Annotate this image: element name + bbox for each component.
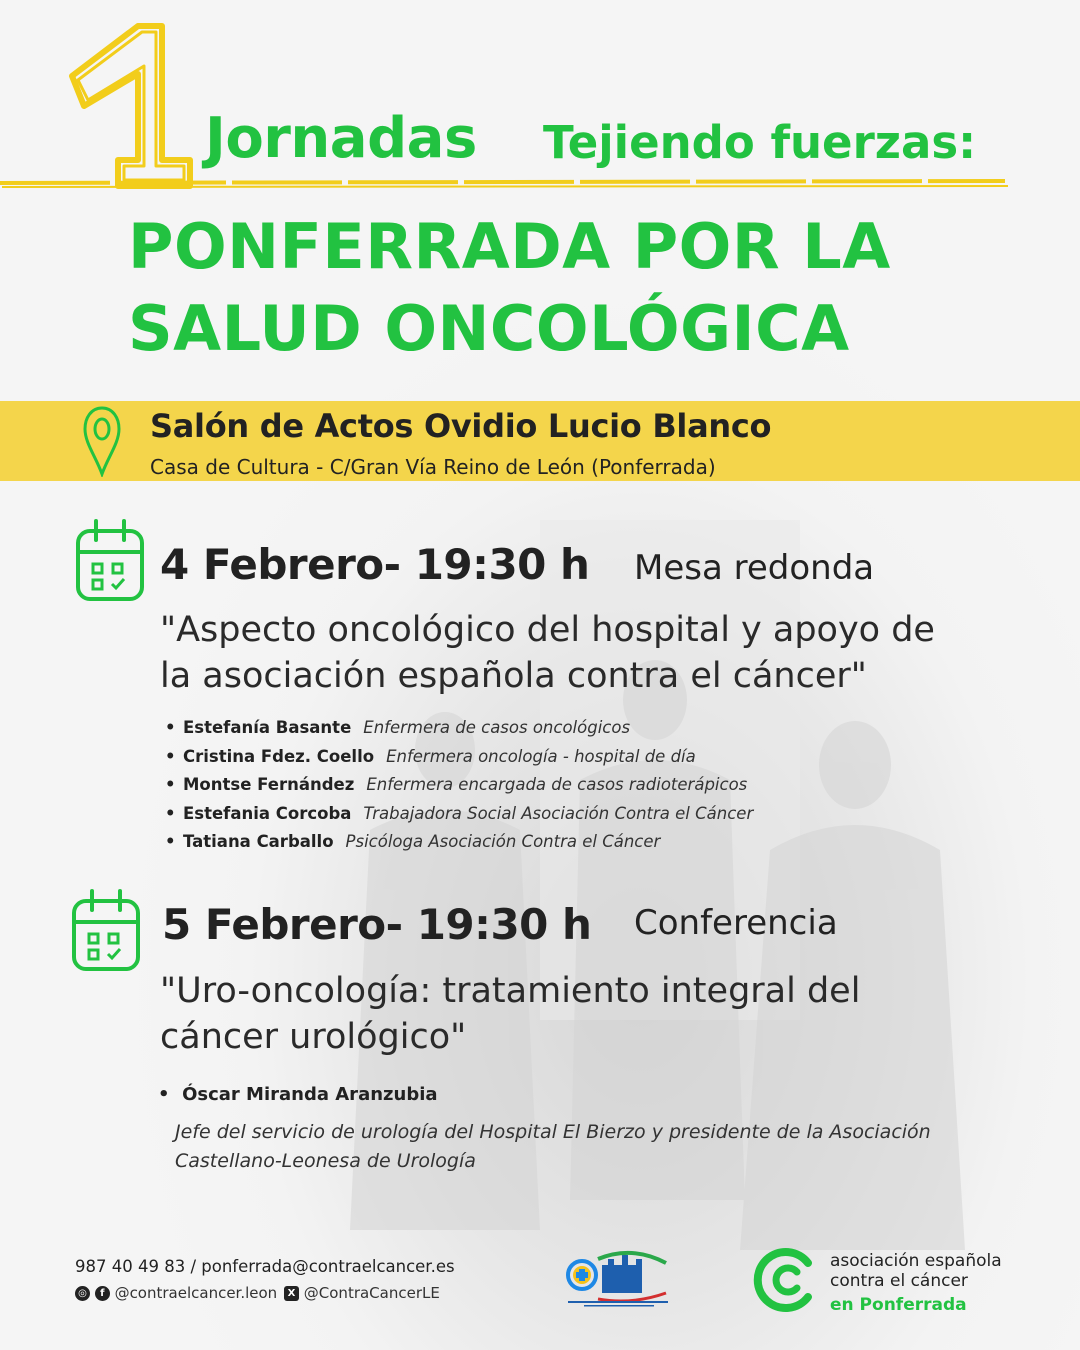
speaker-name: Óscar Miranda Aranzubia [182, 1084, 438, 1105]
contact-info: 987 40 49 83 / ponferrada@contraelcancer.es [75, 1257, 455, 1276]
bullet: • [165, 832, 176, 851]
venue-address: Casa de Cultura - C/Gran Vía Reino de León (Ponferrada) [150, 455, 716, 479]
bullet: • [165, 803, 176, 823]
speaker-item [165, 743, 925, 772]
venue-name: Salón de Actos Ovidio Lucio Blanco [150, 407, 772, 445]
speaker-role: Enfermera oncología - hospital de día [386, 746, 696, 766]
org-name-line1: asociación española [830, 1251, 1002, 1271]
aecc-logo-icon [752, 1245, 818, 1315]
speaker-role: Enfermera encargada de casos radioterápicos [366, 775, 748, 794]
main-title-line2: SALUD ONCOLÓGICA [128, 292, 850, 365]
event-2-title [160, 968, 1040, 1060]
location-pin-icon [82, 405, 122, 477]
event-2-type: Conferencia [634, 903, 838, 943]
bullet: • [165, 718, 176, 737]
social-x[interactable] [284, 1284, 440, 1302]
speaker-role: Trabajadora Social Asociación Contra el Cáncer [363, 803, 754, 823]
calendar-icon [75, 518, 145, 602]
yellow-underline [0, 170, 1010, 192]
event-1-title-line2: la asociación española contra el cáncer" [160, 656, 867, 696]
bullet: • [158, 1084, 170, 1105]
social-instagram-facebook[interactable] [75, 1284, 277, 1302]
event-2-title-line2: cáncer urológico" [160, 1017, 467, 1057]
org-name-line2: contra el cáncer [830, 1271, 968, 1291]
event-1-title [160, 607, 1040, 699]
x-handle: @ContraCancerLE [303, 1284, 440, 1302]
speaker-item [165, 771, 925, 800]
gerencia-bierzo-logo [562, 1247, 682, 1309]
social-handle: @contraelcancer.leon [114, 1284, 278, 1302]
event-2-speaker-role: Jefe del servicio de urología del Hospital El Bierzo y presidente de la Asociación Castellano-Leonesa de Urología [175, 1121, 931, 1172]
x-icon: X [284, 1286, 299, 1301]
bullet: • [165, 775, 176, 794]
event-1-type: Mesa redonda [634, 548, 875, 588]
event-2-title-line1: "Uro-oncología: tratamiento integral del [160, 971, 861, 1011]
speaker-name: Tatiana Carballo [183, 832, 334, 851]
instagram-icon: ◎ [75, 1286, 90, 1301]
speaker-name: Estefanía Basante [183, 718, 352, 737]
speaker-name: Cristina Fdez. Coello [183, 746, 375, 766]
title-jornadas: Jornadas [205, 106, 477, 171]
facebook-icon: f [95, 1286, 110, 1301]
event-1-date: 4 Febrero- 19:30 h [160, 540, 590, 589]
calendar-icon [71, 888, 141, 972]
org-name [830, 1251, 1002, 1291]
bullet: • [165, 746, 176, 766]
speaker-role: Enfermera de casos oncológicos [363, 718, 631, 737]
event-1-speaker-list [165, 714, 925, 857]
speaker-item [165, 828, 925, 857]
speaker-name: Montse Fernández [183, 775, 355, 794]
main-title-line1: PONFERRADA POR LA [128, 210, 891, 283]
event-2-speaker [158, 1084, 438, 1105]
speaker-item [165, 800, 925, 829]
speaker-name: Estefania Corcoba [183, 803, 352, 823]
event-1-title-line1: "Aspecto oncológico del hospital y apoyo de [160, 610, 935, 650]
speaker-role: Psicóloga Asociación Contra el Cáncer [345, 832, 661, 851]
title-tejiendo-fuerzas: Tejiendo fuerzas: [543, 116, 977, 169]
org-location: en Ponferrada [830, 1295, 967, 1315]
main-title [128, 206, 1028, 370]
number-one-graphic [50, 18, 200, 193]
event-2-date: 5 Febrero- 19:30 h [162, 900, 592, 949]
speaker-item [165, 714, 925, 743]
